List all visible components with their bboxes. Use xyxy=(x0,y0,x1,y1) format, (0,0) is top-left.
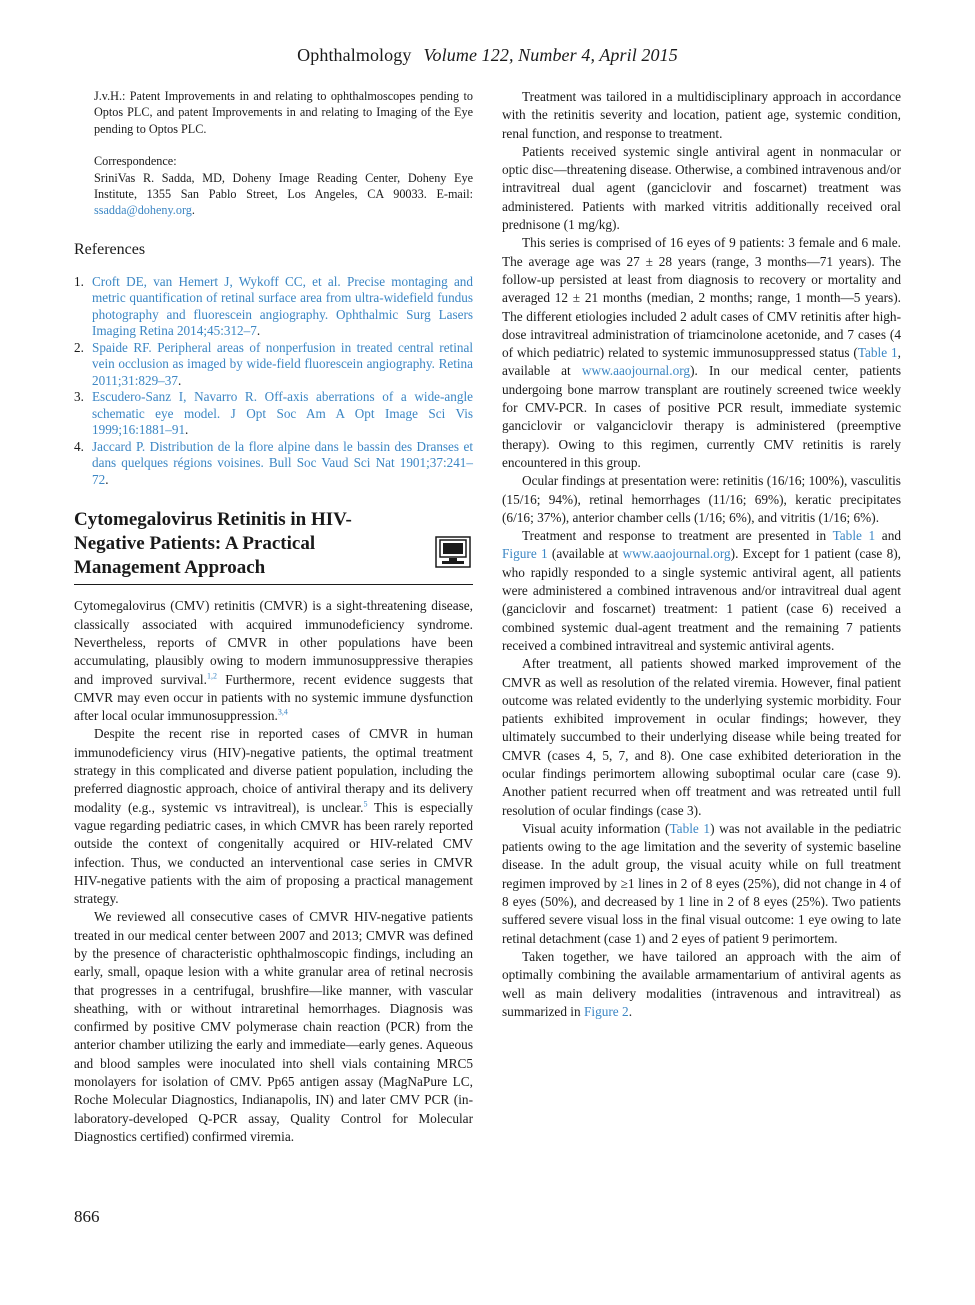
body-paragraph-1 xyxy=(74,597,473,725)
body-paragraph-r4: Ocular findings at presentation were: retinitis (16/16; 100%), vasculitis (15/16; 94%), retinal hemorrhages (11/16; 69%), keratic precipitates (6/16; 37%), anterior chamber cells (1/16; 6%), and vitritis (1/16; 6%). xyxy=(502,473,901,525)
reference-item xyxy=(74,439,473,489)
reference-link[interactable]: Spaide RF. Peripheral areas of nonperfusion in treated central retinal vein occlusion as imaged by wide-field fluorescein angiography. Retina 2011;31:829–37 xyxy=(92,339,473,388)
reference-item xyxy=(74,389,473,439)
paragraph-text: Furthermore, recent evidence suggests that CMVR may even occur in patients with no systemic immune dysfunction after local ocular immunosuppression. xyxy=(74,671,473,724)
body-paragraph-r7 xyxy=(502,820,901,948)
paragraph-text: (available at xyxy=(547,546,623,562)
title-divider xyxy=(74,584,473,585)
reference-number: 1. xyxy=(74,273,84,289)
paragraph-text: Treatment and response to treatment are presented in xyxy=(522,528,833,544)
journal-url-link[interactable]: www.aaojournal.org xyxy=(581,363,691,379)
reference-link[interactable]: Jaccard P. Distribution de la flore alpine dans le bassin des Dranses et dans quelques régions voisines. Bull Soc Vaud Sci Nat 1901;37:241–72 xyxy=(92,438,473,487)
paragraph-text: ) was not available in the pediatric patients owing to the age limitation and the severity of systemic baseline disease. In the adult group, the visual acuity while on full treatment regimen improved by ≥1 lines in 2 of 8 eyes (25%), did not change in 4 of 8 eyes (50%), and decreased by 1 line in 2 of 8 eyes (25%). Two patients suffered severe visual loss in the final visual outcome: 1 eye owing to late retinal detachment (case 1) and 2 eyes of patient 9 perimortem. xyxy=(502,820,901,946)
reference-end: . xyxy=(105,471,109,487)
table-link[interactable]: Table 1 xyxy=(857,345,898,361)
citation-link[interactable]: 1,2 xyxy=(206,671,217,681)
body-paragraph-r6: After treatment, all patients showed marked improvement of the CMVR as well as resolution of the related viremia. However, final patient outcome was related evidently to the underlying systemic morbidity. Four patients exhibited improvement in ocular findings; however, they ultimately succumbed to their underlying disease while being treated for CMVR (cases 4, 5, 7, and 8). One case exhibited deterioration in the ocular findings perimortem allowing suboptimal ocular care (case 9). Another patient recurred when off treatment and was retreated until full resolution of ocular findings (case 3). xyxy=(502,656,901,818)
paragraph-text: Despite the recent rise in reported cases of CMVR in human immunodeficiency virus (HIV)-negative patients, the optimal treatment strategy in this complicated and diverse patient population, including the preferred diagnostic approach, choice of antiviral therapy and its delivery modality (e.g., systemic vs intravitreal), is unclear. xyxy=(74,726,473,815)
reference-number: 2. xyxy=(74,339,84,355)
references-list xyxy=(74,274,473,489)
right-column xyxy=(502,88,901,1021)
journal-volume: Volume 122, Number 4, April 2015 xyxy=(423,45,678,65)
figure-link[interactable]: Figure 2 xyxy=(583,1003,629,1019)
body-paragraph-r3 xyxy=(502,234,901,472)
correspondence-address: SriniVas R. Sadda, MD, Doheny Image Reading Center, Doheny Eye Institute, 1355 San Pablo Street, Los Angeles, CA 90033. E-mail: xyxy=(94,170,473,202)
body-paragraph-r1: Treatment was tailored in a multidisciplinary approach in accordance with the retinitis severity and location, patient age, systemic condition, renal function, and response to treatment. xyxy=(502,89,901,141)
paragraph-text: , available at xyxy=(502,345,901,379)
paragraph-text: . xyxy=(628,1003,633,1019)
reference-link[interactable]: Escudero-Sanz I, Navarro R. Off-axis aberrations of a wide-angle schematic eye model. J Opt Soc Am A Opt Image Sci Vis 1999;16:1881–91 xyxy=(92,389,473,438)
reference-end: . xyxy=(185,422,189,438)
correspondence-end: . xyxy=(191,203,195,218)
correspondence-text xyxy=(94,170,473,219)
paragraph-text: Cytomegalovirus (CMV) retinitis (CMVR) is a sight-threatening disease, classically associated with acquired immunodeficiency syndrome. Nevertheless, reports of CMVR in other populations have been accumulating, plausibly owing to modern immunosuppressive therapies and improved survival. xyxy=(74,598,473,687)
references-heading: References xyxy=(74,240,146,258)
disclosure-block xyxy=(74,88,473,137)
citation-link[interactable]: 5 xyxy=(363,799,368,809)
paragraph-text: ). Except for 1 patient (case 8), who rapidly responded to a single systemic antiviral agent, all patients were administered a combined intravenous and/or intravitreal dual agent (ganciclovir and foscarnet) treatment: 1 patient (case 6) received a combined systemic dual-agent treatment and the remaining 7 patients received a combined intravitreal and systemic antiviral agents. xyxy=(502,546,901,653)
body-paragraph-r2: Patients received systemic single antiviral agent in nonmacular or optic disc—threatening disease. Otherwise, a combined intravenous and/or intravitreal dual agent (ganciclovir and foscarnet) treatment was administered. Patients with marked vitritis additionally received oral prednisone (1 mg/kg). xyxy=(502,143,901,233)
reference-item xyxy=(74,340,473,390)
article-title: Cytomegalovirus Retinitis in HIV-Negative Patients: A Practical Management Approach xyxy=(74,509,352,579)
body-paragraph-2 xyxy=(74,725,473,908)
article-title-block xyxy=(74,508,473,585)
reference-end: . xyxy=(256,323,261,339)
journal-name: Ophthalmology xyxy=(297,45,412,65)
paragraph-text: This is especially vague regarding pediatric cases, in which CMVR has been rarely reported outside the context of congenitally acquired or HIV-related CMV infection. Thus, we conducted an interventional case series in CMVR HIV-negative patients with the aim of proposing a practical management strategy. xyxy=(74,799,473,907)
table-link[interactable]: Table 1 xyxy=(669,820,711,836)
reference-link[interactable]: Croft DE, van Hemert J, Wykoff CC, et al. Precise montaging and metric quantification of retinal surface area from ultra-widefield fundus photography and fluorescein angiography. Ophthalmic Surg Lasers Imaging Retina 2014;45:312–7 xyxy=(92,273,473,339)
running-head xyxy=(0,45,975,66)
correspondence-block xyxy=(74,153,473,219)
paragraph-text: ). In our medical center, patients undergoing bone marrow transplant are routinely screened twice weekly for CMV-PCR. In cases of positive PCR result, immediate systemic ganciclovir or valganciclovir therapy is administered (preemptive therapy). Owing to this regimen, currently CMV retinitis is rarely encountered in this group. xyxy=(502,363,901,470)
paragraph-text: and xyxy=(875,528,901,544)
reference-item xyxy=(74,274,473,340)
body-paragraph-r8 xyxy=(502,948,901,1021)
video-monitor-icon[interactable] xyxy=(435,536,471,568)
paragraph-text: Taken together, we have tailored an approach with the aim of optimally combining the available armamentarium of antiviral agents as well as main delivery modalities (intravenous and intravitreal) as summarized in xyxy=(502,948,901,1019)
figure-link[interactable]: Figure 1 xyxy=(502,546,548,562)
reference-number: 4. xyxy=(74,438,84,454)
page-number: 866 xyxy=(74,1207,100,1226)
body-paragraph-3: We reviewed all consecutive cases of CMVR HIV-negative patients treated in our medical center between 2007 and 2013; CMVR was defined by the presence of characteristic ophthalmoscopic findings, including an early, small, opaque lesion with a white granular area of retinal necrosis that progresses in a centrifugal, brushfire—like manner, with vascular sheathing, with or without intraretinal hemorrhages. Diagnosis was confirmed by positive CMV polymerase chain reaction (PCR) from the anterior chamber utilizing the early and immediate—early genes. Aqueous and blood samples were inoculated into shell vials containing MRC5 monolayers for isolation of CMV. Pp65 antigen assay (MagNaPure LC, Roche Molecular Diagnostics, Indianapolis, IN) and later CMV PCR (in-laboratory-developed Q-PCR assay, Quality Control for Molecular Diagnostics certified) confirmed viremia. xyxy=(74,909,473,1144)
paragraph-text: Visual acuity information ( xyxy=(522,820,670,836)
citation-link[interactable]: 3,4 xyxy=(277,707,288,717)
correspondence-label: Correspondence: xyxy=(94,154,177,169)
paragraph-text: This series is comprised of 16 eyes of 9 patients: 3 female and 6 male. The average age was 27 ± 28 years (range, 3 months—71 years). The follow-up persisted at least from diagnosis to recovery or mortality and averaged 12 ± 21 months (median, 2 months; range, 1 month—5 years). The different etiologies included 2 adult cases of CMV retinitis after high-dose intravitreal administration of triamcinolone acetonide, and 7 cases (4 of which pediatric) related to systemic immunosuppressed status ( xyxy=(502,235,901,361)
journal-url-link[interactable]: www.aaojournal.org xyxy=(622,546,731,562)
reference-number: 3. xyxy=(74,389,84,405)
reference-end: . xyxy=(177,372,182,388)
disclosure-text: J.v.H.: Patent Improvements in and relating to ophthalmoscopes pending to Optos PLC, and patent Improvements in and relating to Imaging of the Eye pending to Optos PLC. xyxy=(94,89,473,136)
left-column xyxy=(74,88,473,1146)
table-link[interactable]: Table 1 xyxy=(832,528,876,544)
body-paragraph-r5 xyxy=(502,527,901,655)
correspondence-email-link[interactable]: ssadda@doheny.org xyxy=(94,203,192,218)
